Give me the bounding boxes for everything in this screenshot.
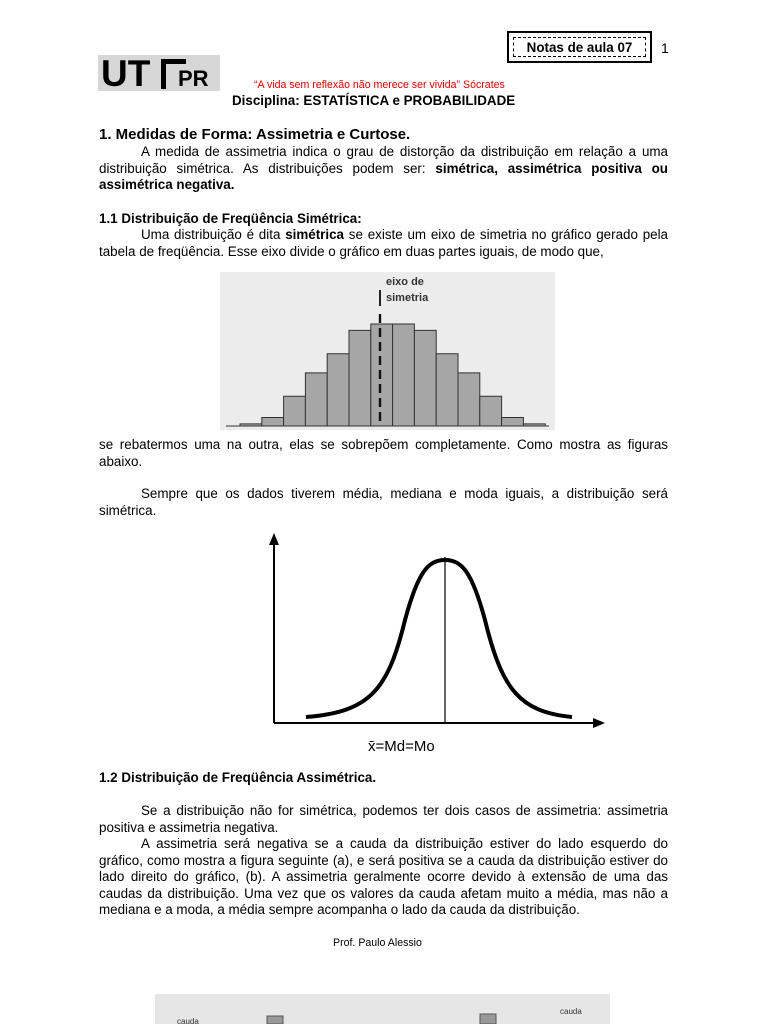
footer-author: Prof. Paulo Alessio [333, 937, 422, 949]
histogram-bar-2 [262, 418, 284, 427]
symmetric-histogram [220, 272, 555, 430]
curve-label: x̄=Md=Mo [368, 738, 435, 755]
section-1-1-paragraph-1 [99, 227, 668, 260]
axis-label-line-1: eixo de [386, 276, 424, 288]
histogram-bar-3 [284, 396, 306, 426]
axis-label-line-2: simetria [386, 292, 429, 304]
histogram-bar-5 [327, 354, 349, 426]
tail-label-right: cauda [560, 1007, 582, 1016]
header-quote: “A vida sem reflexão não merece ser vivida” Sócrates [254, 79, 505, 91]
lecture-notes-label: Notas de aula 07 [513, 37, 646, 57]
lecture-notes-box [507, 31, 652, 63]
section-1-text: A medida de assimetria indica o grau de distorção da distribuição em relação a uma distribuição simétrica. As distribuições podem ser: [99, 144, 668, 176]
discipline-title: Disciplina: ESTATÍSTICA e PROBABILIDADE [232, 93, 516, 108]
section-1-1-paragraph-2: se rebatermos uma na outra, elas se sobrepõem completamente. Como mostra as figuras abaixo. [99, 437, 668, 469]
section-1-1-text-a: Uma distribuição é dita [141, 227, 286, 242]
section-1-title: 1. Medidas de Forma: Assimetria e Curtose. [99, 126, 411, 143]
section-1-1-title: 1.1 Distribuição de Freqüência Simétrica: [99, 211, 362, 226]
histogram-bar-7 [371, 324, 393, 426]
section-1-2-title: 1.2 Distribuição de Freqüência Assimétrica. [99, 770, 377, 785]
section-1-1-paragraph-3: Sempre que os dados tiverem média, mediana e moda iguais, a distribuição será simétrica. [99, 486, 668, 518]
histogram-bar-4 [305, 373, 327, 426]
histogram-bar-6 [349, 330, 371, 426]
histogram-bar-13 [502, 418, 524, 427]
tail-label-left: cauda [177, 1017, 199, 1024]
logo-text-ut: UT [101, 55, 151, 91]
section-1-2-paragraph-1: Se a distribuição não for simétrica, podemos ter dois casos de assimetria: assimetria positiva e assimetria negativa. [99, 803, 668, 835]
normal-curve [306, 560, 572, 717]
utfpr-logo [98, 55, 220, 91]
x-axis-arrow-icon [593, 718, 605, 728]
symmetric-curve-figure [260, 530, 610, 765]
histogram-bar-8 [393, 324, 415, 426]
histogram-bar-11 [458, 373, 480, 426]
section-1-1-bold: simétrica [285, 227, 344, 242]
histogram-bar-12 [480, 396, 502, 426]
histogram-bar-9 [414, 330, 436, 426]
section-1-paragraph [99, 144, 668, 194]
page-number: 1 [661, 40, 669, 56]
section-1-1-text-b: se existe um eixo de simetria no gráfico gerado pela tabela de freqüência. Esse eixo divide o gráfico em duas partes iguais, de modo que, [99, 227, 669, 259]
histogram-bar-10 [436, 354, 458, 426]
section-1-2-paragraph-2: A assimetria será negativa se a cauda da distribuição estiver do lado esquerdo do gráfico, como mostra a figura seguinte (a), e será positiva se a cauda da distribuição estiver do lado direito do gráfico, (b). A assimetria geralmente ocorre devido à extensão de uma das caudas da distribuição. Uma vez que os valores da cauda afetam muito a média, mas não a mediana e a moda, a média sempre acompanha o lado da cauda da distribuição. [99, 836, 668, 918]
logo-text-pr: PR [178, 66, 209, 91]
asymmetric-figure-preview [155, 994, 610, 1024]
section-1-bold-text: simétrica, assimétrica positiva ou assimétrica negativa. [99, 160, 668, 193]
y-axis-arrow-icon [269, 533, 279, 545]
